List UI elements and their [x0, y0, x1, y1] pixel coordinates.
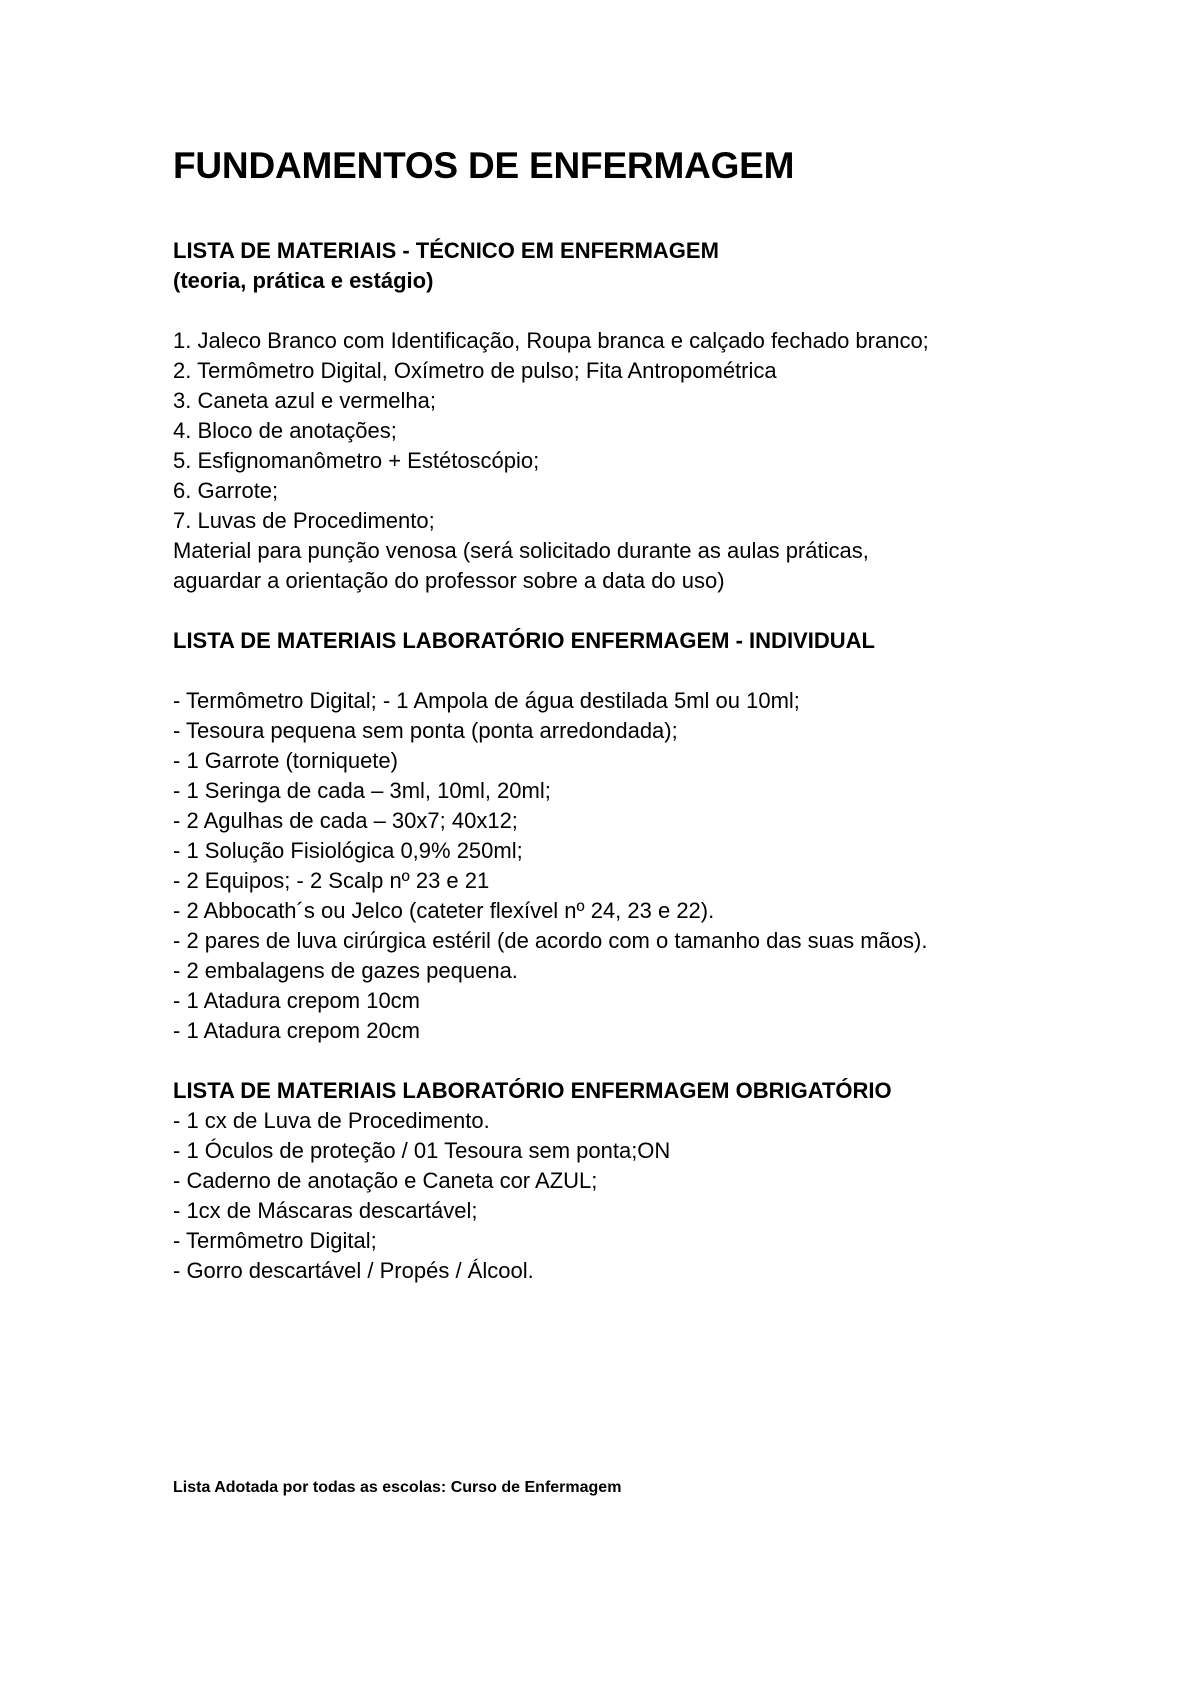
section1-subheading: (teoria, prática e estágio): [173, 268, 434, 293]
section2-list: [173, 686, 1133, 1046]
list-item: - Caderno de anotação e Caneta cor AZUL;: [173, 1168, 598, 1193]
list-item: 1. Jaleco Branco com Identificação, Roupa branca e calçado fechado branco;: [173, 328, 929, 353]
list-item: - 1 Garrote (torniquete): [173, 748, 398, 773]
list-item: - 1cx de Máscaras descartável;: [173, 1198, 478, 1223]
list-item: - 1 Solução Fisiológica 0,9% 250ml;: [173, 838, 523, 863]
document-title: FUNDAMENTOS DE ENFERMAGEM: [173, 145, 795, 186]
section3-list: [173, 1106, 1133, 1286]
document-body: [173, 140, 1133, 1286]
list-item: 7. Luvas de Procedimento;: [173, 508, 435, 533]
list-item: - Termômetro Digital; - 1 Ampola de água destilada 5ml ou 10ml;: [173, 688, 800, 713]
spacer: [173, 596, 1133, 626]
list-item: - Gorro descartável / Propés / Álcool.: [173, 1258, 534, 1283]
spacer: [173, 656, 1133, 686]
list-item: 2. Termômetro Digital, Oxímetro de pulso; Fita Antropométrica: [173, 358, 777, 383]
list-item: Material para punção venosa (será solicitado durante as aulas práticas,: [173, 538, 869, 563]
list-item: - 1 Atadura crepom 20cm: [173, 1018, 421, 1043]
list-item: - 2 Abbocath´s ou Jelco (cateter flexível nº 24, 23 e 22).: [173, 898, 715, 923]
section2-heading: LISTA DE MATERIAIS LABORATÓRIO ENFERMAGEM - INDIVIDUAL: [173, 628, 875, 653]
list-item: - Termômetro Digital;: [173, 1228, 377, 1253]
spacer: [173, 296, 1133, 326]
spacer: [173, 1046, 1133, 1076]
list-item: - 2 Equipos; - 2 Scalp nº 23 e 21: [173, 868, 490, 893]
list-item: - Tesoura pequena sem ponta (ponta arredondada);: [173, 718, 678, 743]
list-item: 4. Bloco de anotações;: [173, 418, 397, 443]
section1-list: [173, 326, 1133, 596]
list-item: - 1 Seringa de cada – 3ml, 10ml, 20ml;: [173, 778, 551, 803]
list-item: - 2 pares de luva cirúrgica estéril (de acordo com o tamanho das suas mãos).: [173, 928, 928, 953]
list-item: 3. Caneta azul e vermelha;: [173, 388, 436, 413]
list-item: - 1 cx de Luva de Procedimento.: [173, 1108, 490, 1133]
spacer: [173, 192, 1133, 236]
list-item: - 1 Atadura crepom 10cm: [173, 988, 421, 1013]
list-item: 5. Esfignomanômetro + Estétoscópio;: [173, 448, 540, 473]
list-item: - 1 Óculos de proteção / 01 Tesoura sem ponta;ON: [173, 1138, 671, 1163]
document-footer: Lista Adotada por todas as escolas: Curso de Enfermagem: [173, 1479, 622, 1496]
section1-heading: LISTA DE MATERIAIS - TÉCNICO EM ENFERMAGEM: [173, 238, 719, 263]
list-item: 6. Garrote;: [173, 478, 279, 503]
list-item: - 2 embalagens de gazes pequena.: [173, 958, 518, 983]
list-item: aguardar a orientação do professor sobre a data do uso): [173, 568, 725, 593]
list-item: - 2 Agulhas de cada – 30x7; 40x12;: [173, 808, 518, 833]
section3-heading: LISTA DE MATERIAIS LABORATÓRIO ENFERMAGEM OBRIGATÓRIO: [173, 1078, 892, 1103]
